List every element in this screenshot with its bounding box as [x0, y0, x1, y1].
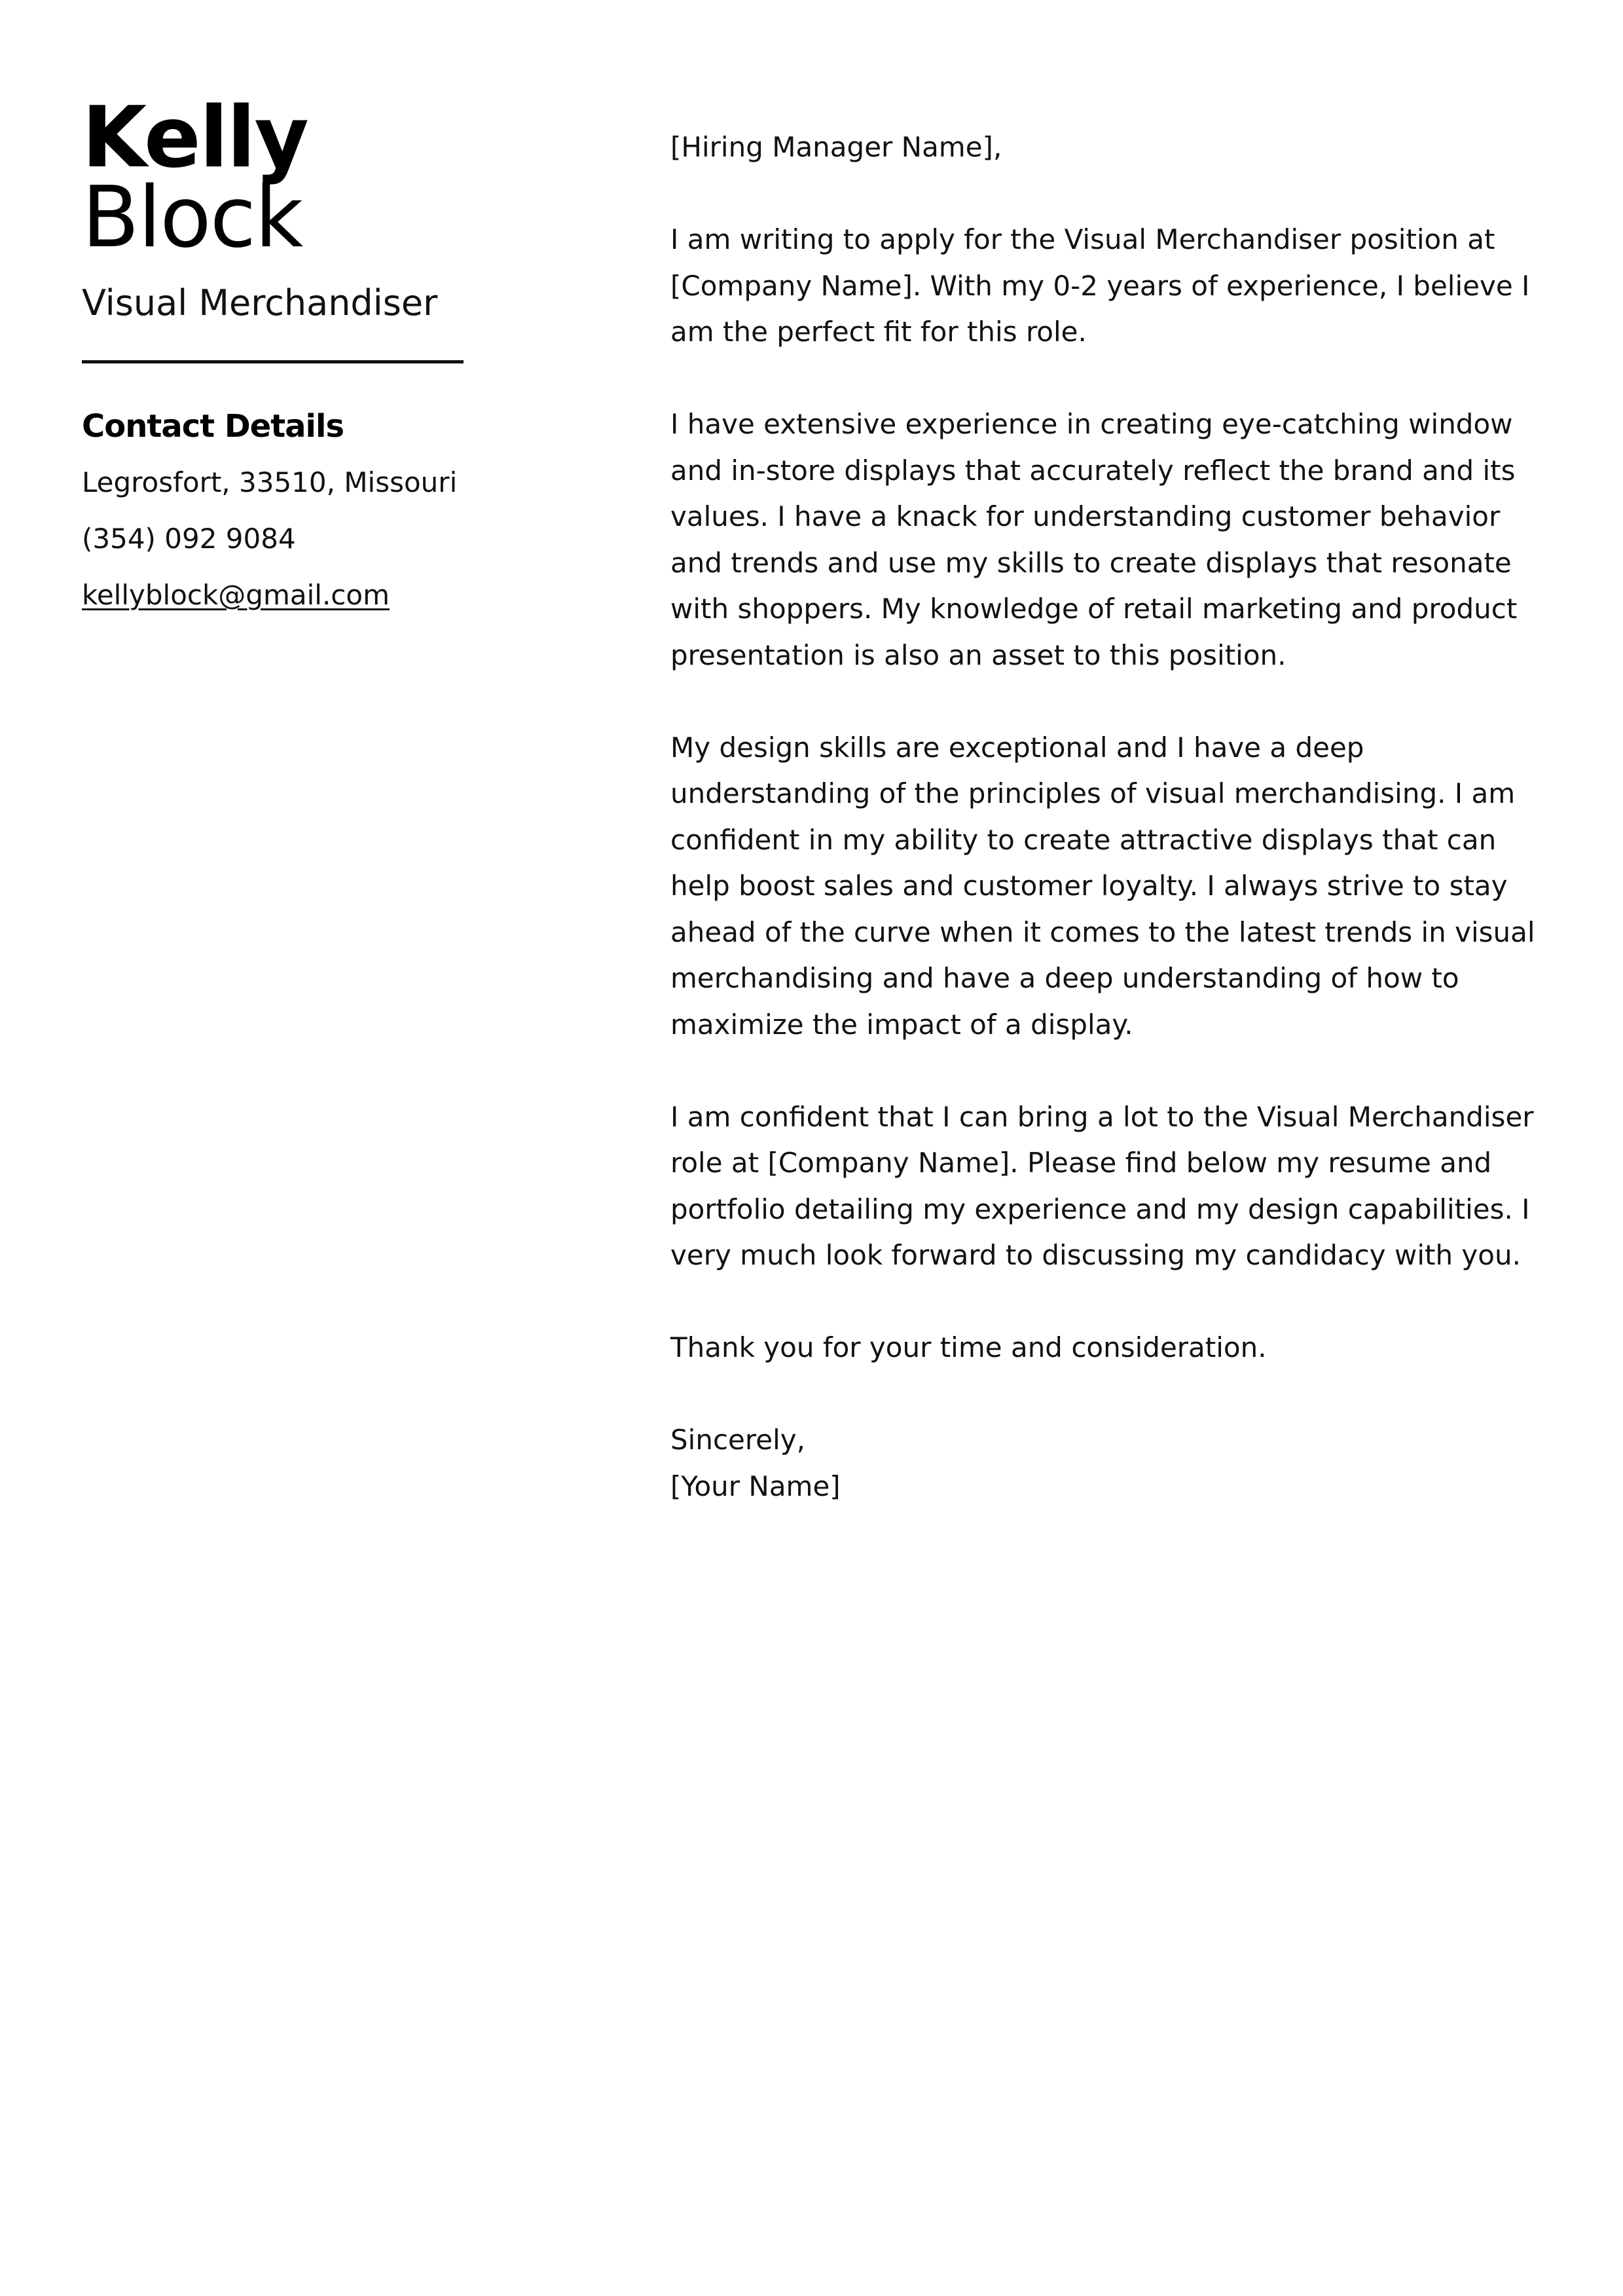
job-title: Visual Merchandiser	[82, 282, 438, 324]
paragraph-5: Thank you for your time and consideration.	[670, 1331, 1267, 1363]
letter-body	[670, 124, 1541, 1509]
paragraph-4: I am confident that I can bring a lot to the Visual Merchandiser role at [Company Name]. Please find below my resume and portfolio detailing my experience and my design capabilities. I very much look forward to discussing my candidacy with you.	[670, 1100, 1534, 1271]
contact-address: Legrosfort, 33510, Missouri	[82, 466, 458, 498]
contact-email-link[interactable]: kellyblock@gmail.com	[82, 579, 390, 611]
closing: Sincerely,	[670, 1424, 805, 1456]
contact-list	[82, 463, 475, 615]
first-name: Kelly	[82, 89, 308, 187]
paragraph-3: My design skills are exceptional and I have a deep understanding of the principles of visual merchandising. I am confident in my ability to create attractive displays that can help boost sales and customer loyalty. I always strive to stay ahead of the curve when it comes to the latest trends in visual merchandising and have a deep understanding of how to maximize the impact of a display.	[670, 731, 1535, 1041]
applicant-name	[82, 89, 475, 267]
paragraph-1: I am writing to apply for the Visual Merchandiser position at [Company Name]. With my 0-2 years of experience, I believe I am the perfect fit for this role.	[670, 223, 1530, 348]
sidebar	[82, 89, 475, 632]
salutation: [Hiring Manager Name],	[670, 131, 1002, 163]
contact-heading: Contact Details	[82, 408, 344, 445]
divider	[82, 360, 464, 363]
signature: [Your Name]	[670, 1470, 841, 1502]
last-name: Block	[82, 169, 302, 267]
paragraph-2: I have extensive experience in creating eye-catching window and in-store displays that accurately reflect the brand and its values. I have a knack for understanding customer behavior and trends and use my skills to create displays that resonate with shoppers. My knowledge of retail marketing and product presentation is also an asset to this position.	[670, 408, 1518, 671]
contact-phone: (354) 092 9084	[82, 523, 296, 555]
